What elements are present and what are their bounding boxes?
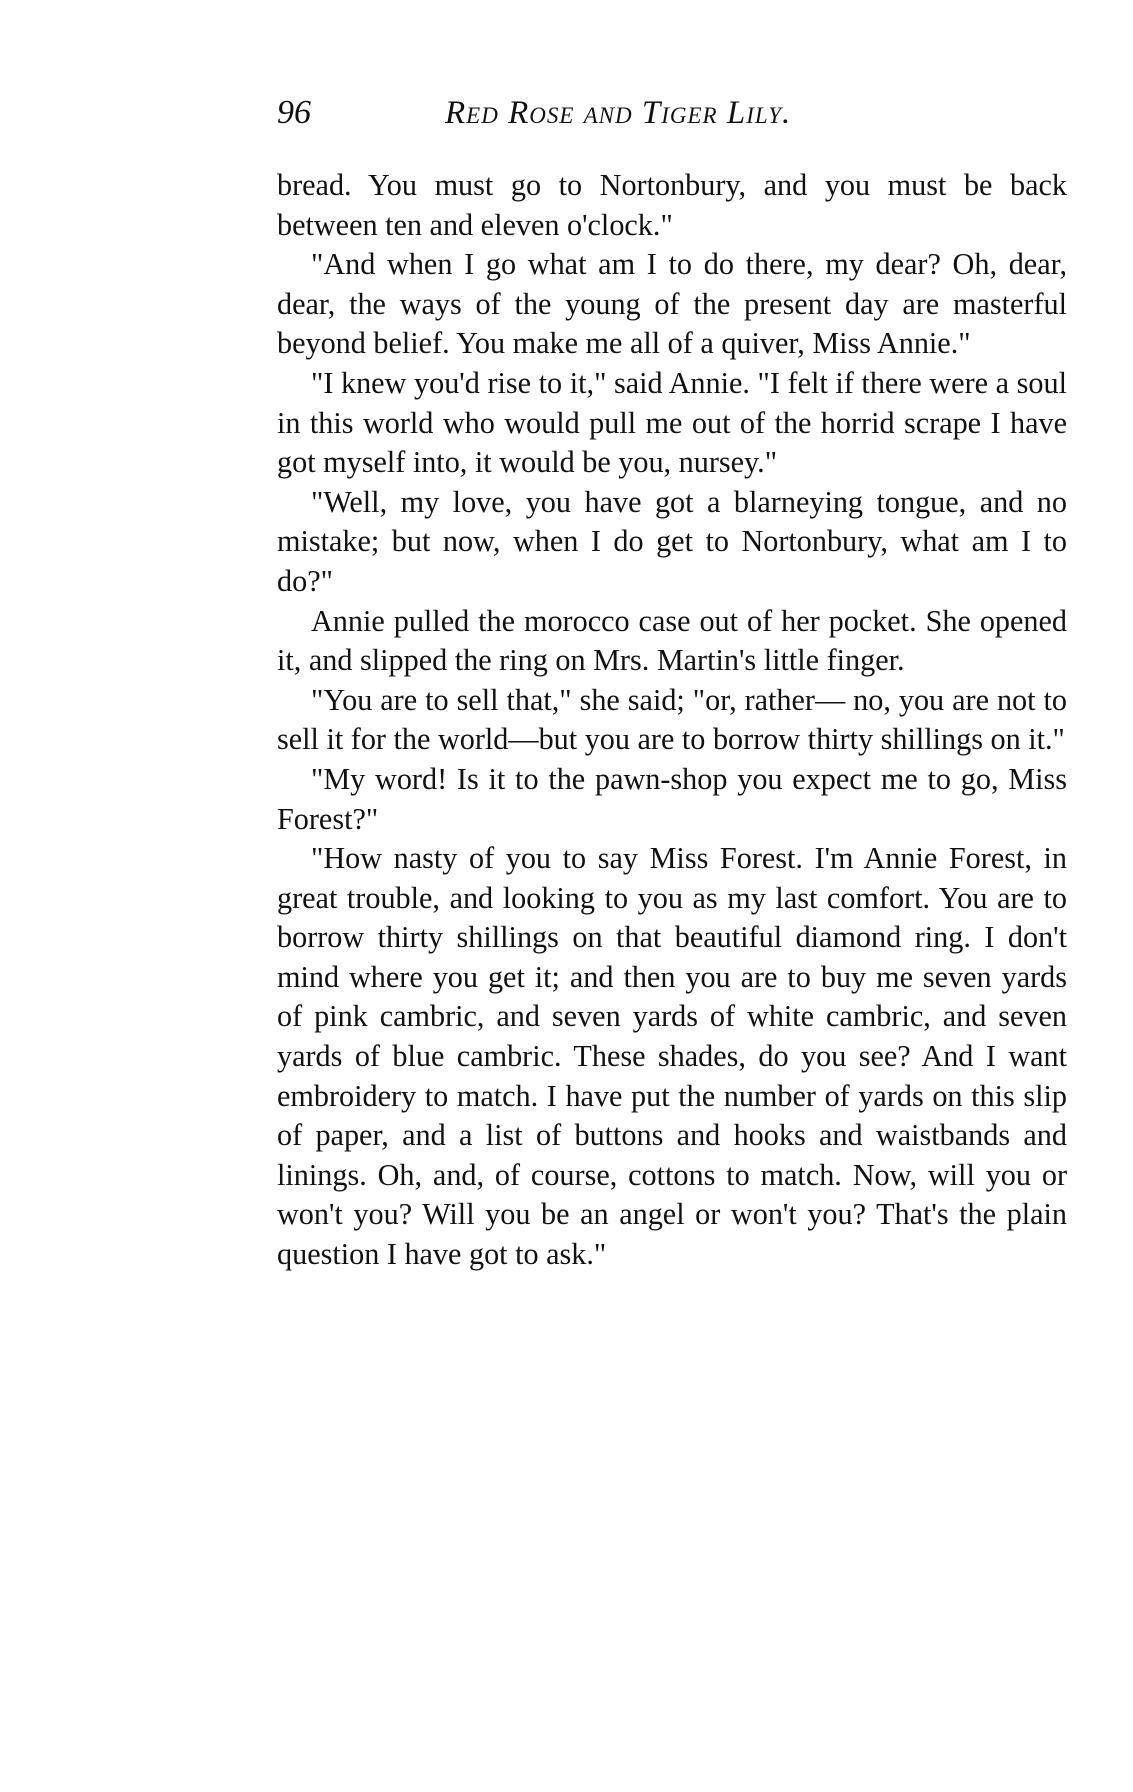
paragraph: "I knew you'd rise to it," said Annie. "I felt if there were a soul in this world who would pull me out of the horrid scrape I have got myself into, it would be you, nursey." [277, 365, 1067, 480]
paragraph: "You are to sell that," she said; "or, rather— no, you are not to sell it for the world—but you are to borrow thirty shillings on it." [277, 682, 1067, 757]
paragraph: "My word! Is it to the pawn-shop you expect me to go, Miss Forest?" [277, 761, 1067, 836]
paragraph: "And when I go what am I to do there, my dear? Oh, dear, dear, the ways of the young of the present day are masterful beyond belief. You make me all of a quiver, Miss Annie." [277, 247, 1067, 361]
paragraph: Annie pulled the morocco case out of her pocket. She opened it, and slipped the ring on Mrs. Martin's little finger. [277, 603, 1067, 678]
paragraph: bread. You must go to Nortonbury, and you must be back between ten and eleven o'clock." [277, 168, 1067, 242]
page-header [277, 88, 1067, 138]
body-text [277, 166, 1067, 1275]
paragraph: "How nasty of you to say Miss Forest. I'm Annie Forest, in great trouble, and looking to you as my last comfort. You are to borrow thirty shillings on that beautiful diamond ring. I don't mind where you get it; and then you are to buy me seven yards of pink cambric, and seven yards of white cambric, and seven yards of blue cambric. These shades, do you see? And I want embroidery to match. I have put the number of yards on this slip of paper, and a list of buttons and hooks and waistbands and linings. Oh, and, of course, cottons to match. Now, will you or won't you? Will you be an angel or won't you? That's the plain question I have got to ask." [277, 841, 1067, 1272]
paragraph: "Well, my love, you have got a blarneying tongue, and no mistake; but now, when I do get to Nortonbury, what am I to do?" [277, 484, 1067, 598]
page-number: 96 [277, 94, 311, 131]
running-title: Red Rose and Tiger Lily. [445, 95, 792, 131]
